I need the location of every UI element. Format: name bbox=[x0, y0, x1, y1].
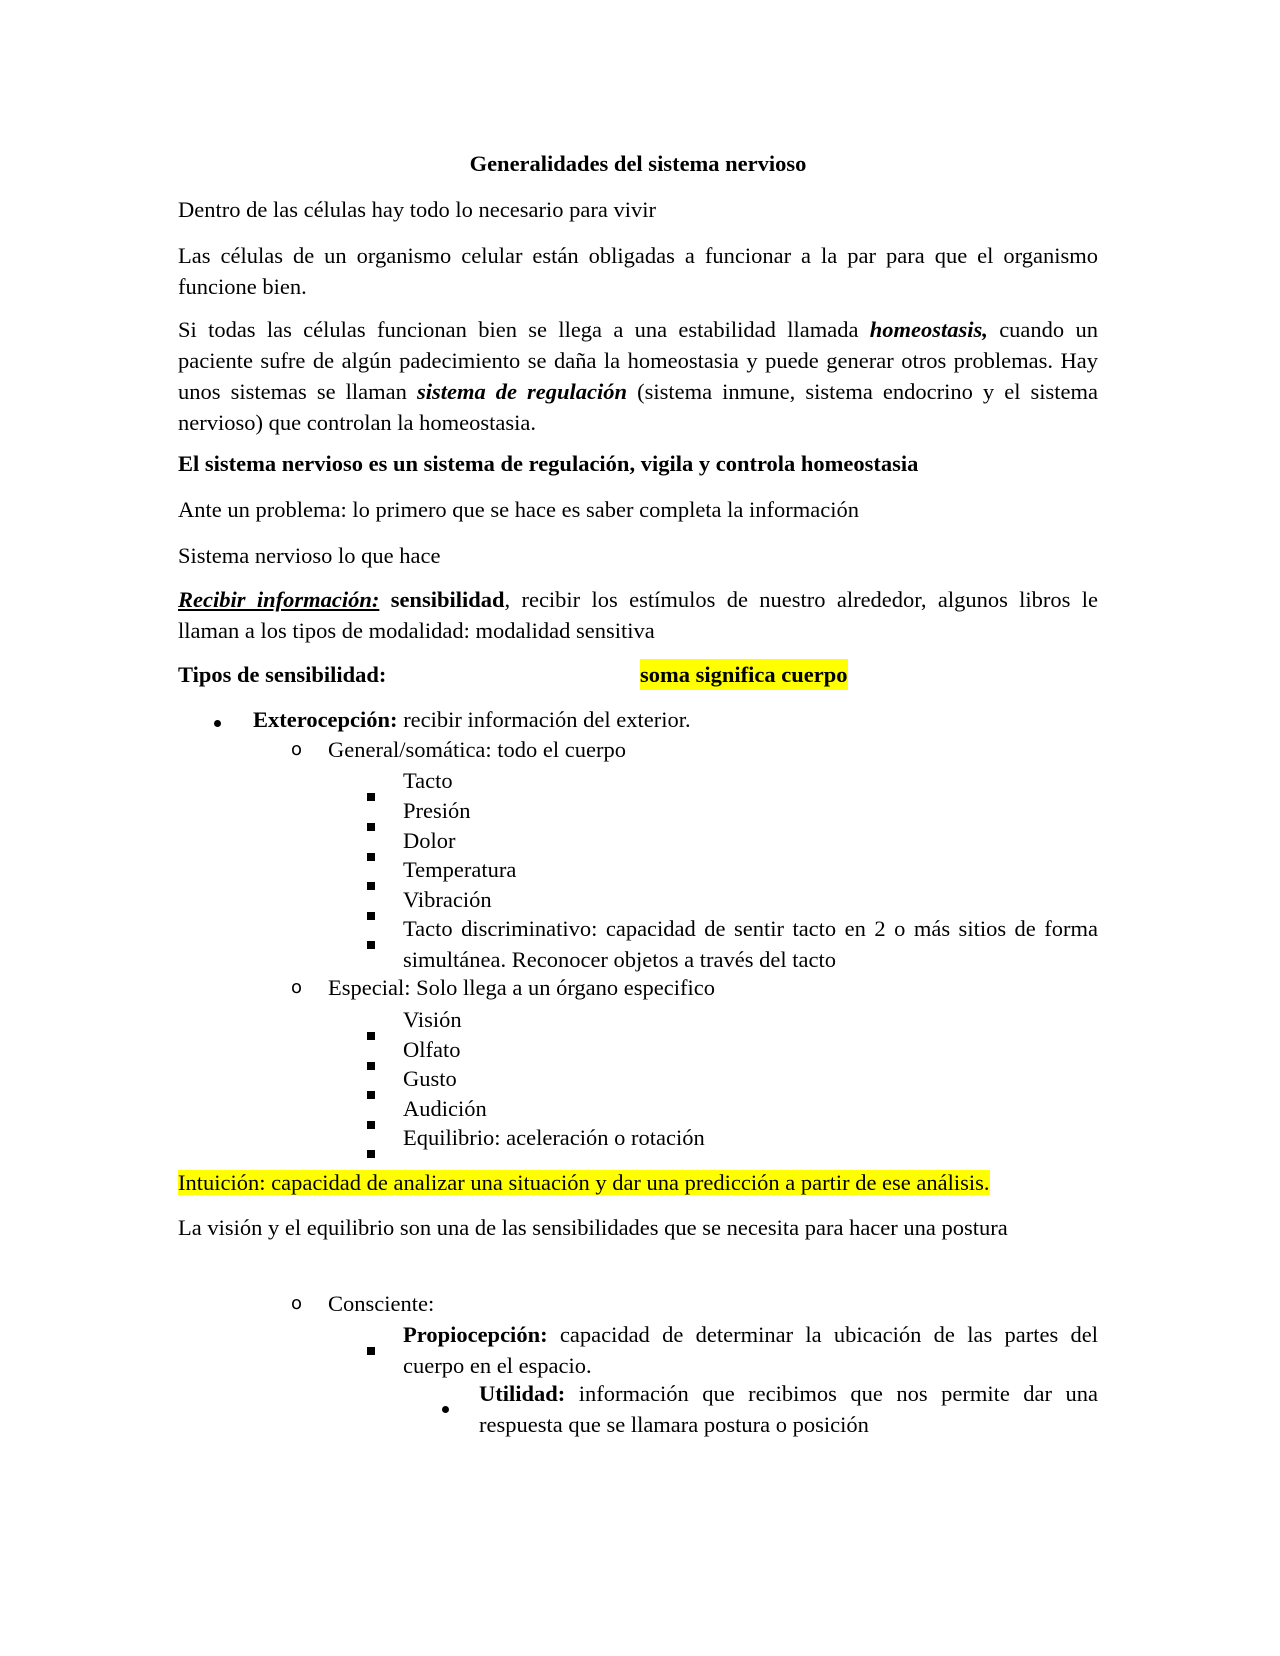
intuicion-highlight: Intuición: capacidad de analizar una situación y dar una predicción a partir de ese análisis. bbox=[178, 1170, 990, 1195]
list-item: Visión bbox=[403, 1007, 462, 1032]
bullet-square bbox=[367, 808, 375, 839]
list-item: Vibración bbox=[403, 887, 492, 912]
bullet-disc bbox=[442, 1390, 449, 1421]
utilidad-item bbox=[479, 1378, 1098, 1440]
paragraph-5: Ante un problema: lo primero que se hace es saber completa la información bbox=[178, 497, 859, 522]
exterocepcion-label: Exterocepción: bbox=[253, 707, 398, 732]
utilidad-text: información que recibimos que nos permite dar una respuesta que se llamara postura o posición bbox=[479, 1381, 1098, 1437]
term-homeostasis: homeostasis, bbox=[869, 317, 988, 342]
list-item: Equilibrio: aceleración o rotación bbox=[403, 1125, 705, 1150]
paragraph-7 bbox=[178, 584, 1098, 646]
paragraph-4: El sistema nervioso es un sistema de regulación, vigila y controla homeostasia bbox=[178, 451, 919, 476]
bullet-square bbox=[367, 1332, 375, 1363]
recibir-informacion-label: Recibir información: bbox=[178, 587, 380, 612]
list-item: Temperatura bbox=[403, 857, 517, 882]
bullet-square bbox=[367, 897, 375, 928]
bullet-circle: o bbox=[291, 1293, 303, 1314]
especial-item: Especial: Solo llega a un órgano especifico bbox=[328, 975, 715, 1000]
propiocepcion-item bbox=[403, 1319, 1098, 1381]
general-item: General/somática: todo el cuerpo bbox=[328, 737, 627, 762]
bullet-square bbox=[367, 838, 375, 869]
list-item: Gusto bbox=[403, 1066, 457, 1091]
p3-text-c: cuando un paciente sufre de algún padecimiento se daña la homeostasia y puede generar otros problemas. Hay unos sistemas se llaman bbox=[178, 317, 1098, 404]
consciente-item: Consciente: bbox=[328, 1291, 435, 1316]
list-item: Presión bbox=[403, 798, 471, 823]
bullet-square bbox=[367, 1076, 375, 1107]
paragraph-3 bbox=[178, 314, 1098, 438]
p3-text-a: Si todas las células funcionan bien se llega a una estabilidad llamada bbox=[178, 317, 870, 342]
term-sistema-regulacion: sistema de regulación bbox=[416, 379, 628, 404]
bullet-square bbox=[367, 1135, 375, 1166]
list-item-tacto-discriminativo: Tacto discriminativo: capacidad de sentir tacto en 2 o más sitios de forma simultánea. Reconocer objetos a través del tacto bbox=[403, 916, 1098, 972]
tipos-sensibilidad-heading: Tipos de sensibilidad: bbox=[178, 662, 387, 687]
bullet-square bbox=[367, 1017, 375, 1048]
intuicion-paragraph bbox=[178, 1167, 990, 1198]
propiocepcion-text: capacidad de determinar la ubicación de las partes del cuerpo en el espacio. bbox=[403, 1322, 1098, 1378]
bullet-square bbox=[367, 1047, 375, 1078]
list-item: Audición bbox=[403, 1096, 487, 1121]
p3-text-e: (sistema inmune, sistema endocrino y el sistema nervioso) que controlan la homeostasia. bbox=[178, 379, 1099, 435]
bullet-square bbox=[367, 778, 375, 809]
bullet-circle: o bbox=[291, 977, 303, 998]
utilidad-label: Utilidad: bbox=[479, 1381, 566, 1406]
p7-text: , recibir los estímulos de nuestro alrededor, algunos libros le llaman a los tipos de modalidad: modalidad sensitiva bbox=[178, 587, 1099, 643]
soma-note: soma significa cuerpo bbox=[640, 659, 848, 690]
list-item: Dolor bbox=[403, 828, 456, 853]
paragraph-6: Sistema nervioso lo que hace bbox=[178, 543, 441, 568]
exterocepcion-text: recibir información del exterior. bbox=[397, 707, 691, 732]
bullet-square bbox=[367, 1106, 375, 1137]
paragraph-1: Dentro de las células hay todo lo necesario para vivir bbox=[178, 197, 656, 222]
page-title: Generalidades del sistema nervioso bbox=[469, 151, 807, 176]
paragraph-2: Las células de un organismo celular están obligadas a funcionar a la par para que el organismo funcione bien. bbox=[178, 243, 1098, 299]
bullet-square bbox=[367, 867, 375, 898]
list-item: Olfato bbox=[403, 1037, 461, 1062]
propiocepcion-label: Propiocepción: bbox=[403, 1322, 548, 1347]
bullet-circle: o bbox=[291, 739, 303, 760]
sensibilidad-term: sensibilidad bbox=[390, 587, 505, 612]
vision-equilibrio-paragraph: La visión y el equilibrio son una de las sensibilidades que se necesita para hacer una postura bbox=[178, 1215, 1008, 1240]
list-item: Tacto bbox=[403, 768, 453, 793]
exterocepcion-item bbox=[253, 704, 691, 735]
bullet-square bbox=[367, 926, 375, 957]
bullet-disc bbox=[214, 704, 221, 735]
